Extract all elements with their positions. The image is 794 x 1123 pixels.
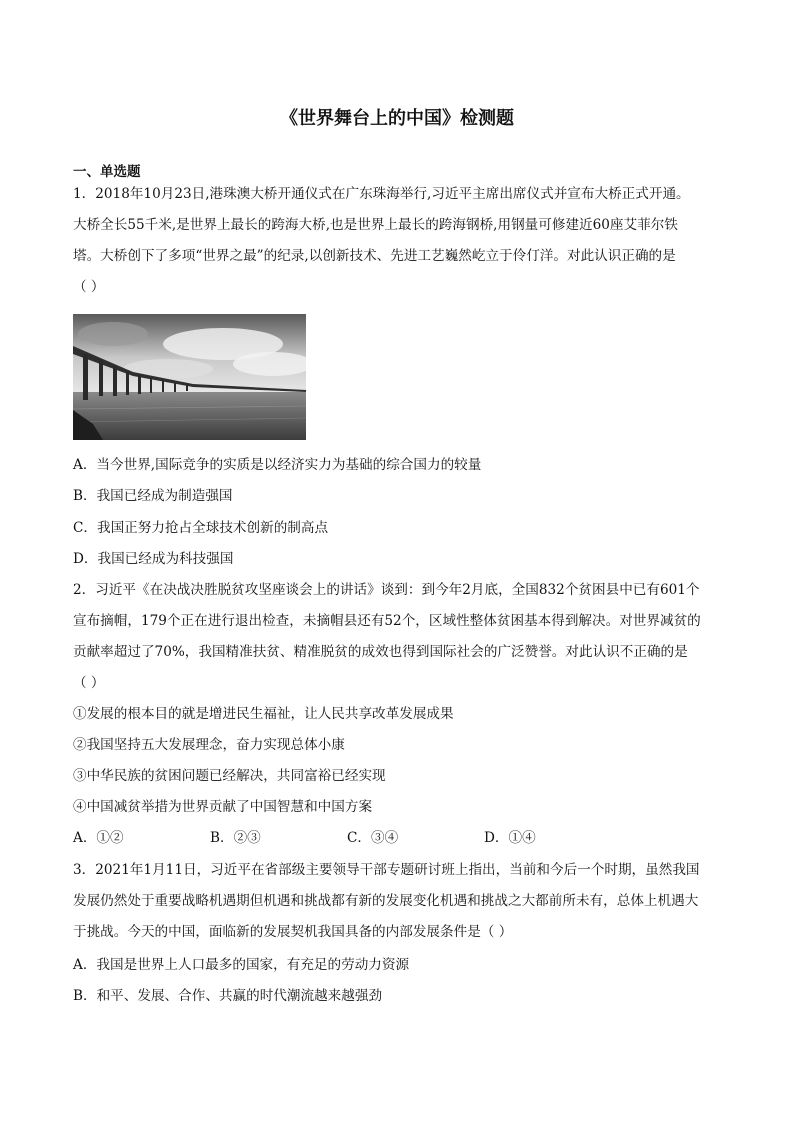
bridge-photo — [73, 314, 306, 440]
q1-line-2: 大桥全长55千米,是世界上最长的跨海大桥,也是世界上最长的跨海钢桥,用钢量可修建近60座艾菲尔铁 — [73, 217, 678, 233]
q1-option-c: C．我国正努力抢占全球技术创新的制高点 — [73, 520, 329, 536]
q1-option-d: D．我国已经成为科技强国 — [73, 551, 234, 567]
q1-option-b: B．我国已经成为制造强国 — [73, 488, 233, 504]
q2-option-b: B．②③ — [210, 830, 261, 846]
q3-line-1: 3．2021年1月11日，习近平在省部级主要领导干部专题研讨班上指出，当前和今后一个时期，虽然我国 — [73, 862, 700, 878]
q2-line-2: 宣布摘帽，179个正在进行退出检查，未摘帽县还有52个，区域性整体贫困基本得到解决。对世界减贫的 — [73, 613, 701, 629]
q2-line-4: （ ） — [73, 675, 105, 691]
q3-line-3: 于挑战。今天的中国，面临新的发展契机我国具备的内部发展条件是（ ） — [73, 924, 513, 940]
q2-option-a: A．①② — [73, 830, 124, 846]
q2-options-row — [73, 828, 733, 850]
q1-line-1: 1．2018年10月23日,港珠澳大桥开通仪式在广东珠海举行,习近平主席出席仪式并宣布大桥正式开通。 — [73, 186, 690, 202]
q2-line-3: 贡献率超过了70%，我国精准扶贫、精准脱贫的成效也得到国际社会的广泛赞誉。对此认识不正确的是 — [73, 644, 688, 660]
document-title: 《世界舞台上的中国》检测题 — [280, 108, 514, 129]
q2-statement-2: ②我国坚持五大发展理念，奋力实现总体小康 — [73, 737, 345, 753]
bridge-photo-icon — [73, 314, 306, 440]
q1-line-4: （ ） — [73, 279, 105, 295]
q3-option-b: B．和平、发展、合作、共赢的时代潮流越来越强劲 — [73, 988, 383, 1004]
q2-line-1: 2．习近平《在决战决胜脱贫攻坚座谈会上的讲话》谈到：到今年2月底，全国832个贫困县中已有601个 — [73, 582, 700, 598]
q2-option-d: D．①④ — [484, 830, 536, 846]
q2-statement-3: ③中华民族的贫困问题已经解决，共同富裕已经实现 — [73, 768, 386, 784]
q1-line-3: 塔。大桥创下了多项“世界之最”的纪录,以创新技术、先进工艺巍然屹立于伶仃洋。对此认识正确的是 — [73, 248, 676, 264]
q2-statement-1: ①发展的根本目的就是增进民生福祉，让人民共享改革发展成果 — [73, 706, 454, 722]
q2-option-c: C．③④ — [347, 830, 399, 846]
q3-line-2: 发展仍然处于重要战略机遇期但机遇和挑战都有新的发展变化机遇和挑战之大都前所未有，总体上机遇大 — [73, 893, 699, 909]
q3-option-a: A．我国是世界上人口最多的国家，有充足的劳动力资源 — [73, 957, 410, 973]
q1-option-a: A．当今世界,国际竞争的实质是以经济实力为基础的综合国力的较量 — [73, 457, 482, 473]
section-heading: 一、单选题 — [73, 164, 141, 180]
q2-statement-4: ④中国减贫举措为世界贡献了中国智慧和中国方案 — [73, 799, 373, 815]
